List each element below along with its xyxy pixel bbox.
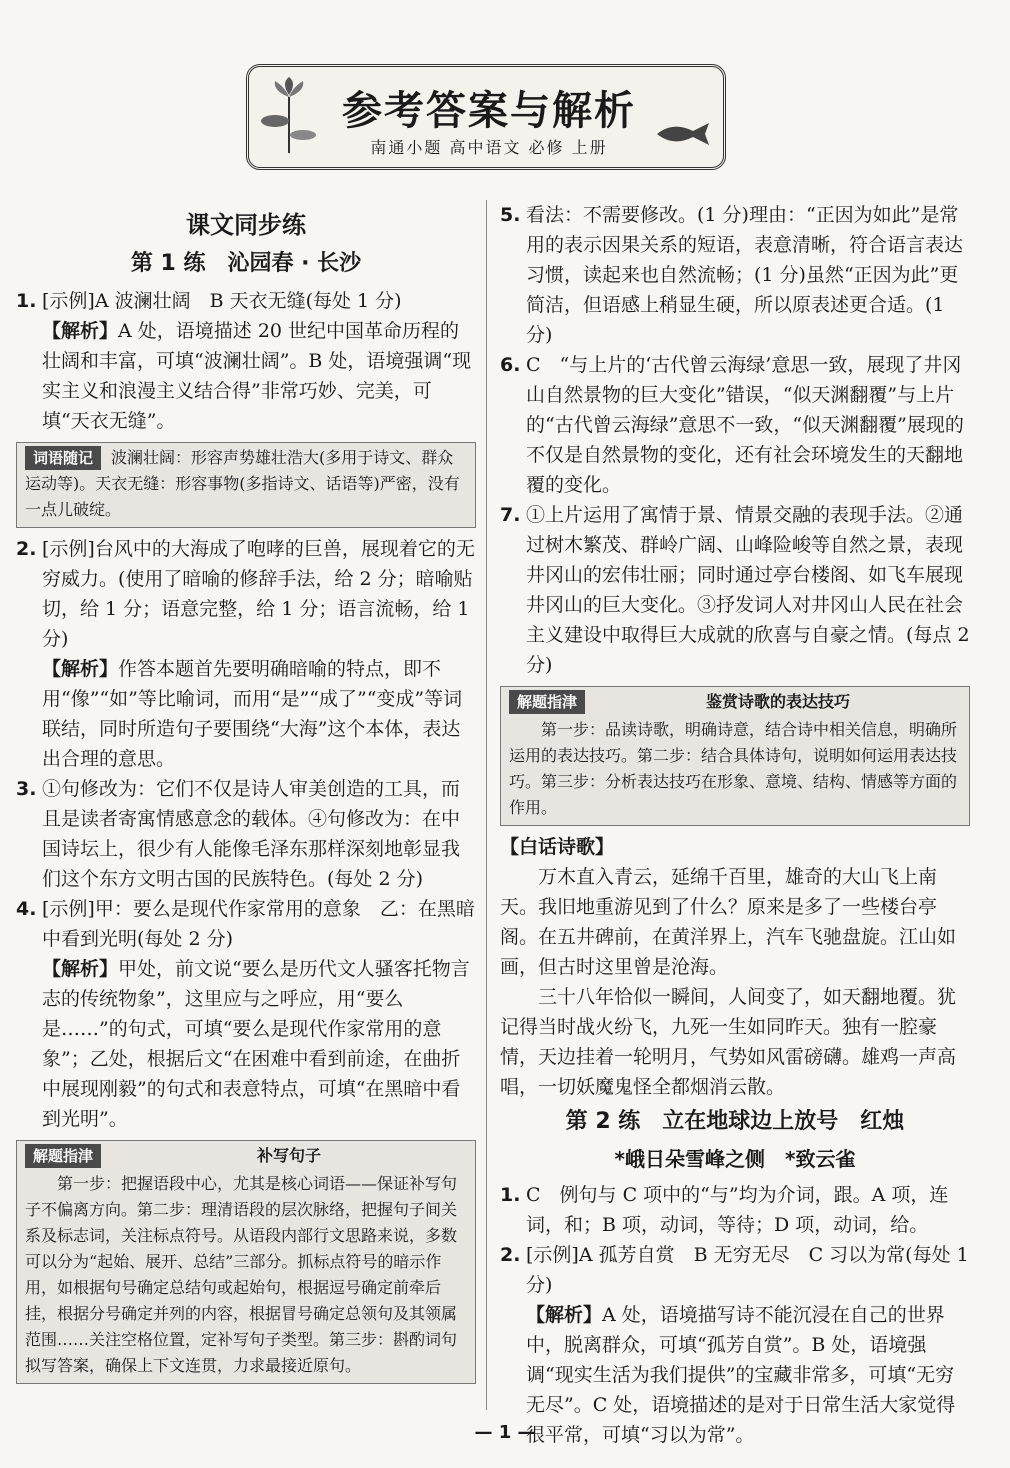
box-tag: 解题指津	[509, 690, 585, 714]
analysis-label: 【解析】	[42, 320, 119, 342]
analysis-text: A 处，语境描写诗不能沉浸在自己的世界中，脱离群众，可填“孤芳自赏”。B 处，语境强调“现实生活为我们提供”的宝藏非常多，可填“无穷无尽”。C 处，语境描述的是对于日常生活大家觉得很平常，可填“习以为常”。	[526, 1304, 956, 1446]
poem-paragraph-1: 万木直入青云，延绵千百里，雄奇的大山飞上南天。我旧地重游见到了什么？原来是多了一些楼台亭阁。在五井碑前，在黄洋界上，汽车飞驰盘旋。江山如画，但古时这里曾是沧海。	[500, 866, 957, 978]
box-text: 第一步：把握语段中心，尤其是核心词语——保证补写句子不偏离方向。第二步：理清语段的层次脉络，把握句子间关系及标志词，关注标点符号。从语段内部行文思路来说，多数可以分为“起始、展开、总结”三部分。抓标点符号的暗示作用，如根据句号确定总结句或起始句，根据逗号确定前牵后挂，根据分号确定并列的内容，根据冒号确定总领句及其领属范围……关注空格位置，定补写句子类型。第三步：斟酌词句拟写答案，确保上下文连贯，力求最接近原句。	[25, 1174, 458, 1375]
analysis-label: 【解析】	[42, 658, 119, 680]
box-heading: 鉴赏诗歌的表达技巧	[706, 692, 851, 711]
answer-item-7	[500, 500, 970, 680]
item-answer: C “与上片的‘古代曾云海绿’意思一致，展现了井冈山自然景物的巨大变化”错误，“似天渊翻覆”与上片的“古代曾云海绿”意思不一致，“似天渊翻覆”展现的不仅是自然景物的变化，还有社会环境发生的天翻地覆的变化。	[526, 354, 964, 496]
vocab-note-box	[16, 442, 476, 528]
item-number: 4.	[16, 898, 37, 920]
item-number: 2.	[500, 1244, 521, 1266]
item-number: 5.	[500, 204, 521, 226]
lesson-1-title: 第 1 练 沁园春 · 长沙	[130, 251, 362, 276]
item-answer: [示例]甲：要么是现代作家常用的意象 乙：在黑暗中看到光明(每处 2 分)	[42, 898, 475, 950]
answer-item-4	[16, 894, 476, 1134]
item-number: 1.	[500, 1184, 521, 1206]
box-text: 波澜壮阔：形容声势雄壮浩大(多用于诗文、群众运动等)。天衣无缝：形容事物(多指诗文、话语等)严密，没有一点儿破绽。	[25, 448, 460, 519]
answer-item-l2-1	[500, 1180, 970, 1240]
box-tag: 解题指津	[25, 1144, 101, 1168]
item-number: 6.	[500, 354, 521, 376]
poem-paragraph-2: 三十八年恰似一瞬间，人间变了，如天翻地覆。犹记得当时战火纷飞，九死一生如同昨天。独有一腔豪情，天边挂着一轮明月，气势如风雷磅礴。雄鸡一声高唱，一切妖魔鬼怪全都烟消云散。	[500, 986, 957, 1098]
lesson-2-title: 第 2 练 立在地球边上放号 红烛	[565, 1109, 905, 1134]
item-answer: C 例句与 C 项中的“与”均为介词，跟。A 项，连词，和；B 项，动词，等待；D 项，动词，给。	[526, 1184, 949, 1236]
item-answer: [示例]A 孤芳自赏 B 无穷无尽 C 习以为常(每处 1 分)	[526, 1244, 969, 1296]
answer-item-1	[16, 286, 476, 436]
banner-title: 参考答案与解析	[342, 88, 636, 134]
analysis-text: 作答本题首先要明确暗喻的特点，即不用“像”“如”等比喻词，而用“是”“成了”“变成”等词联结，同时所造句子要围绕“大海”这个本体，表达出合理的意思。	[42, 658, 463, 770]
item-number: 3.	[16, 778, 37, 800]
answer-item-6	[500, 350, 970, 500]
answer-item-5	[500, 200, 970, 350]
item-number: 1.	[16, 290, 37, 312]
item-number: 2.	[16, 538, 37, 560]
answer-item-3	[16, 774, 476, 894]
tips-box-sentence	[16, 1140, 476, 1384]
item-answer: ①句修改为：它们不仅是诗人审美创造的工具，而且是读者寄寓情感意念的载体。④句修改为：在中国诗坛上，很少有人能像毛泽东那样深刻地彰显我们这个东方文明古国的民族特色。(每处 2 分)	[42, 778, 461, 890]
item-answer: [示例]台风中的大海成了咆哮的巨兽，展现着它的无穷威力。(使用了暗喻的修辞手法，给 2 分；暗喻贴切，给 1 分；语意完整，给 1 分；语言流畅，给 1 分)	[42, 538, 475, 650]
box-tag: 词语随记	[25, 446, 101, 470]
analysis-label: 【解析】	[526, 1304, 603, 1326]
box-heading: 补写句子	[257, 1146, 322, 1165]
analysis-label: 【解析】	[42, 958, 119, 980]
right-column	[500, 200, 970, 1450]
section-title: 课文同步练	[186, 211, 306, 239]
left-column	[16, 200, 476, 1390]
column-divider	[486, 200, 487, 1410]
poem-heading: 【白话诗歌】	[500, 836, 615, 858]
lotus-icon	[259, 75, 319, 155]
lesson-2-subtitle: *峨日朵雪峰之侧 *致云雀	[614, 1147, 856, 1171]
box-text: 第一步：品读诗歌，明确诗意，结合诗中相关信息，明确所运用的表达技巧。第二步：结合具体诗句，说明如何运用表达技巧。第三步：分析表达技巧在形象、意境、结构、情感等方面的作用。	[509, 720, 958, 817]
tips-box-poetry	[500, 686, 970, 826]
analysis-text: 甲处，前文说“要么是历代文人骚客托物言志的传统物象”，这里应与之呼应，用“要么是……”的句式，可填“要么是现代作家常用的意象”；乙处，根据后文“在困难中看到前途，在曲折中展现刚毅”的句式和表意特点，可填“在黑暗中看到光明”。	[42, 958, 470, 1130]
analysis-text: A 处，语境描述 20 世纪中国革命历程的壮阔和丰富，可填“波澜壮阔”。B 处，语境强调“现实主义和浪漫主义结合得”非常巧妙、完美，可填“天衣无缝”。	[42, 320, 472, 432]
header-banner	[246, 64, 726, 170]
item-answer: 看法：不需要修改。(1 分)理由：“正因为如此”是常用的表示因果关系的短语，表意清晰，符合语言表达习惯，读起来也自然流畅；(1 分)虽然“正因为此”更简洁，但语感上稍显生硬，所以原表述更合适。(1 分)	[526, 204, 964, 346]
item-number: 7.	[500, 504, 521, 526]
fish-icon	[653, 119, 713, 149]
answer-item-l2-2	[500, 1240, 970, 1450]
banner-subtitle: 南通小题 高中语文 必修 上册	[370, 138, 608, 157]
answer-item-2	[16, 534, 476, 774]
item-answer: [示例]A 波澜壮阔 B 天衣无缝(每处 1 分)	[42, 290, 402, 312]
page-number: — 1 —	[474, 1422, 536, 1443]
item-answer: ①上片运用了寓情于景、情景交融的表现手法。②通过树木繁茂、群岭广阔、山峰险峻等自然之景，表现井冈山的宏伟壮丽；同时通过亭台楼阁、如飞车展现井冈山的巨大变化。③抒发词人对井冈山人民在社会主义建设中取得巨大成就的欣喜与自豪之情。(每点 2 分)	[526, 504, 970, 676]
